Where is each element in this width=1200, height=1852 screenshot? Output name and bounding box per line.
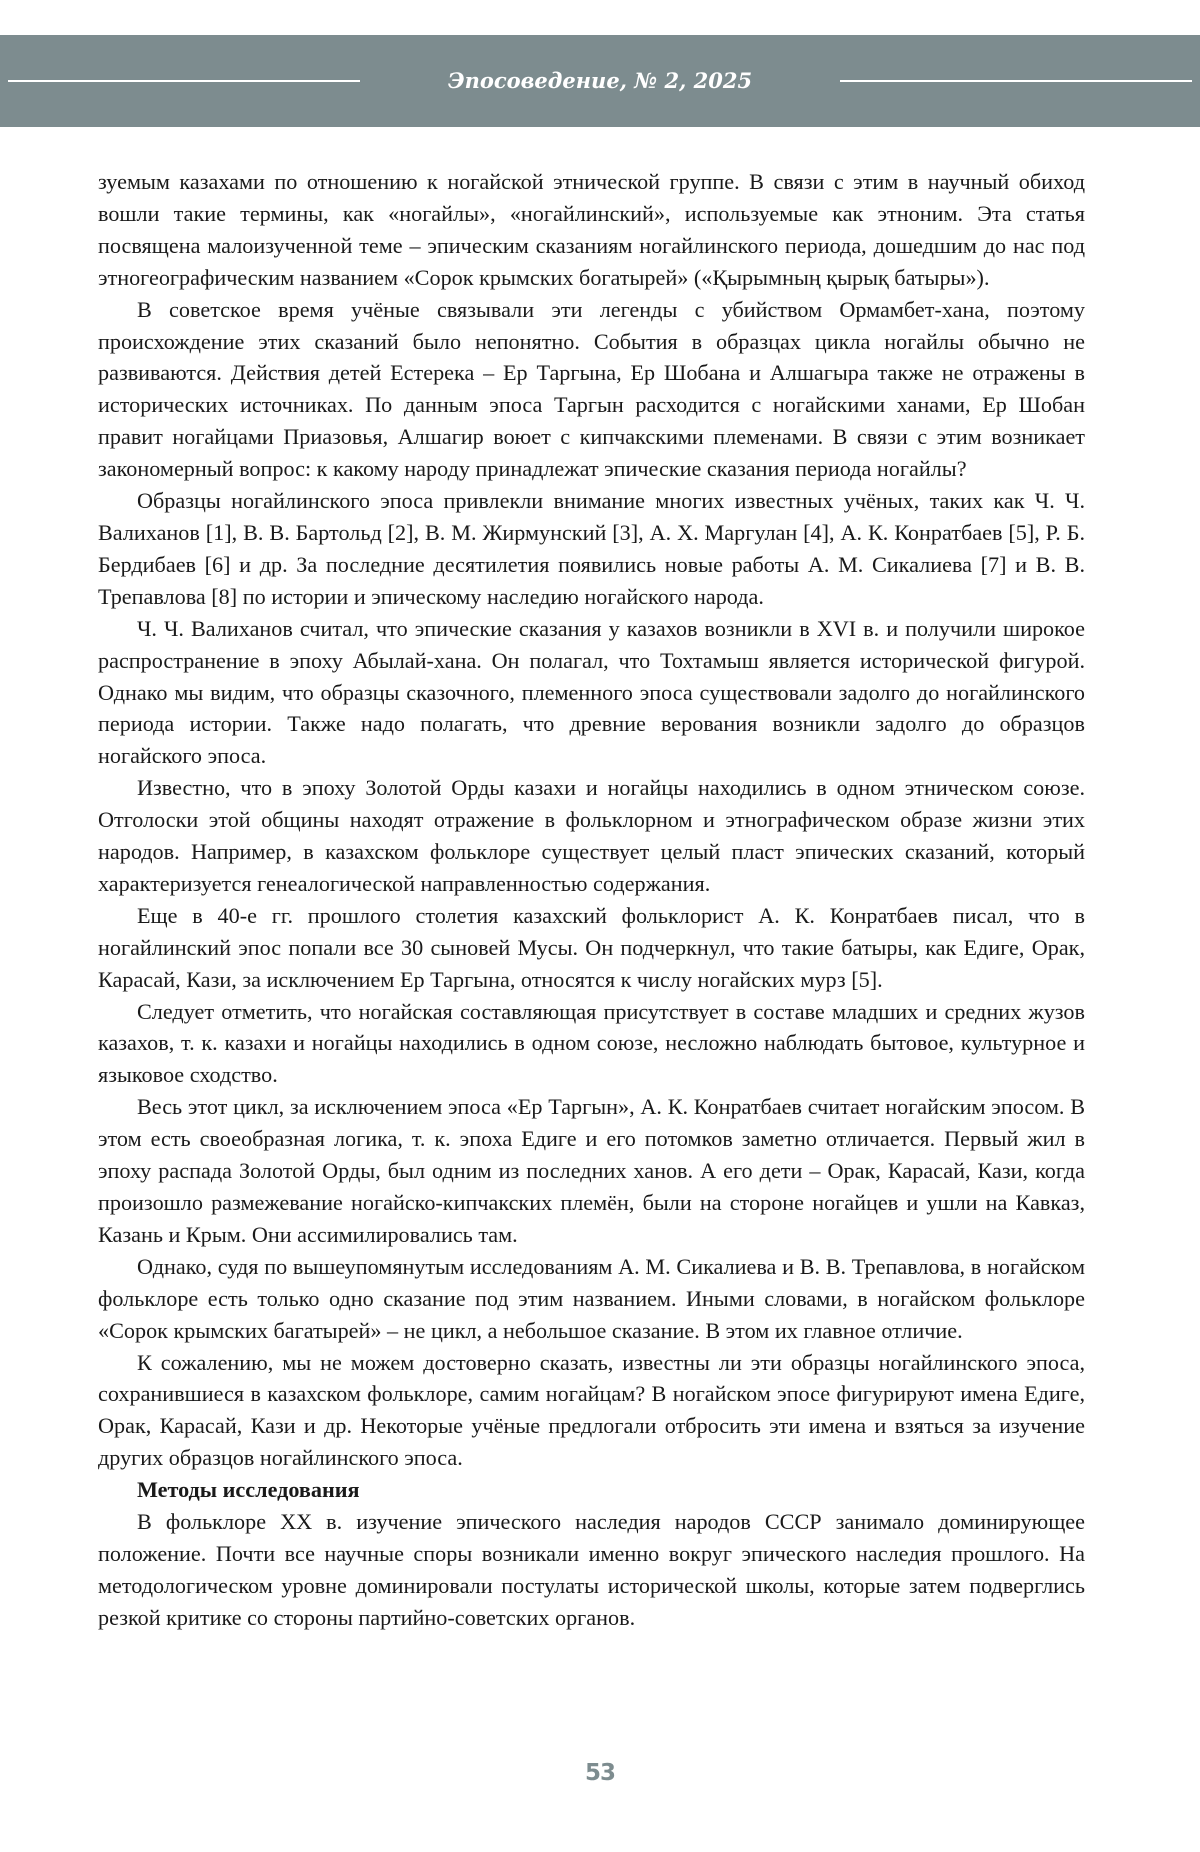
paragraph-8: Весь этот цикл, за исключением эпоса «Ер Таргын», А. К. Конратбаев считает ногайским эпосом. В этом есть своеобразная логика, т. к. эпоха Едиге и его потомков заметно отличается. Первый жил в эпоху распада Золотой Орды, был одним из последних ханов. А его дети – Орак, Карасай, Кази, когда произошло размежевание ногайско-кипчакских племён, были на стороне ногайцев и ушли на Кавказ, Казань и Крым. Они ассимилировались там. [98,1094,1085,1247]
journal-title: Эпосоведение, № 2, 2025 [447,68,753,93]
header-rule-right [840,80,1192,82]
running-header [0,35,1200,127]
paragraph-4: Ч. Ч. Валиханов считал, что эпические сказания у казахов возникли в XVI в. и получили широкое распространение в эпоху Абылай-хана. Он полагал, что Тохтамыш является исторической фигурой. Однако мы видим, что образцы сказочного, племенного эпоса существовали задолго до ногайлинского периода истории. Также надо полагать, что древние верования возникли задолго до образцов ногайского эпоса. [98,615,1085,769]
paragraph-10: К сожалению, мы не можем достоверно сказать, известны ли эти образцы ногайлинского эпоса, сохранившиеся в казахском фольклоре, самим ногайцам? В ногайском эпосе фигурируют имена Едиге, Орак, Карасай, Кази и др. Некоторые учёные предлогали отбросить эти имена и взяться за изучение других образцов ногайлинского эпоса. [98,1349,1085,1471]
paragraph-3: Образцы ногайлинского эпоса привлекли внимание многих известных учёных, таких как Ч. Ч. Валиханов [1], В. В. Бартольд [2], В. М. Жирмунский [3], А. Х. Маргулан [4], А. К. Конратбаев [5], Р. Б. Бердибаев [6] и др. За последние десятилетия появились новые работы А. М. Сикалиева [7] и В. В. Трепавлова [8] по истории и эпическому наследию ногайского народа. [98,488,1085,609]
header-rule-left [8,80,360,82]
article-body [98,166,1085,1634]
section-paragraph: В фольклоре XX в. изучение эпического наследия народов СССР занимало доминирующее положение. Почти все научные споры возникали именно вокруг эпического наследия прошлого. На методологическом уровне доминировали постулаты исторической школы, которые затем подверглись резкой критике со стороны партийно-советских органов. [98,1509,1085,1630]
page-number: 53 [584,1760,615,1786]
paragraph-7: Следует отметить, что ногайская составляющая присутствует в составе младших и средних жузов казахов, т. к. казахи и ногайцы находились в одном союзе, несложно наблюдать бытовое, культурное и языковое сходство. [98,998,1085,1088]
paragraph-5: Известно, что в эпоху Золотой Орды казахи и ногайцы находились в одном этническом союзе. Отголоски этой общины находят отражение в фольклорном и этнографическом образе жизни этих народов. Например, в казахском фольклоре существует целый пласт эпических сказаний, который характеризуется генеалогической направленностью содержания. [98,775,1085,896]
section-heading: Методы исследования [137,1477,360,1503]
paragraph-2: В советское время учёные связывали эти легенды с убийством Ормамбет-хана, поэтому происхождение этих сказаний было непонятно. События в образцах цикла ногайлы обычно не развиваются. Действия детей Естерека – Ер Таргына, Ер Шобана и Алшагыра также не отражены в исторических источниках. По данным эпоса Таргын расходится с ногайскими ханами, Ер Шобан правит ногайцами Приазовья, Алшагир воюет с кипчакскими племенами. В связи с этим возникает закономерный вопрос: к какому народу принадлежат эпические сказания периода ногайлы? [98,296,1085,482]
paragraph-1: зуемым казахами по отношению к ногайской этнической группе. В связи с этим в научный обиход вошли такие термины, как «ногайлы», «ногайлинский», используемые как этноним. Эта статья посвящена малоизученной теме – эпическим сказаниям ногайлинского периода, дошедшим до нас под этногеографическим названием «Сорок крымских богатырей» («Қырымның қырық батыры»). [98,169,1085,290]
paragraph-6: Еще в 40-е гг. прошлого столетия казахский фольклорист А. К. Конратбаев писал, что в ногайлинский эпос попали все 30 сыновей Мусы. Он подчеркнул, что такие батыры, как Едиге, Орак, Карасай, Кази, за исключением Ер Таргына, относятся к числу ногайских мурз [5]. [98,902,1085,992]
paragraph-9: Однако, судя по вышеупомянутым исследованиям А. М. Сикалиева и В. В. Трепавлова, в ногайском фольклоре есть только одно сказание под этим названием. Иными словами, в ногайском фольклоре «Сорок крымских багатырей» – не цикл, а небольшое сказание. В этом их главное отличие. [98,1253,1085,1343]
